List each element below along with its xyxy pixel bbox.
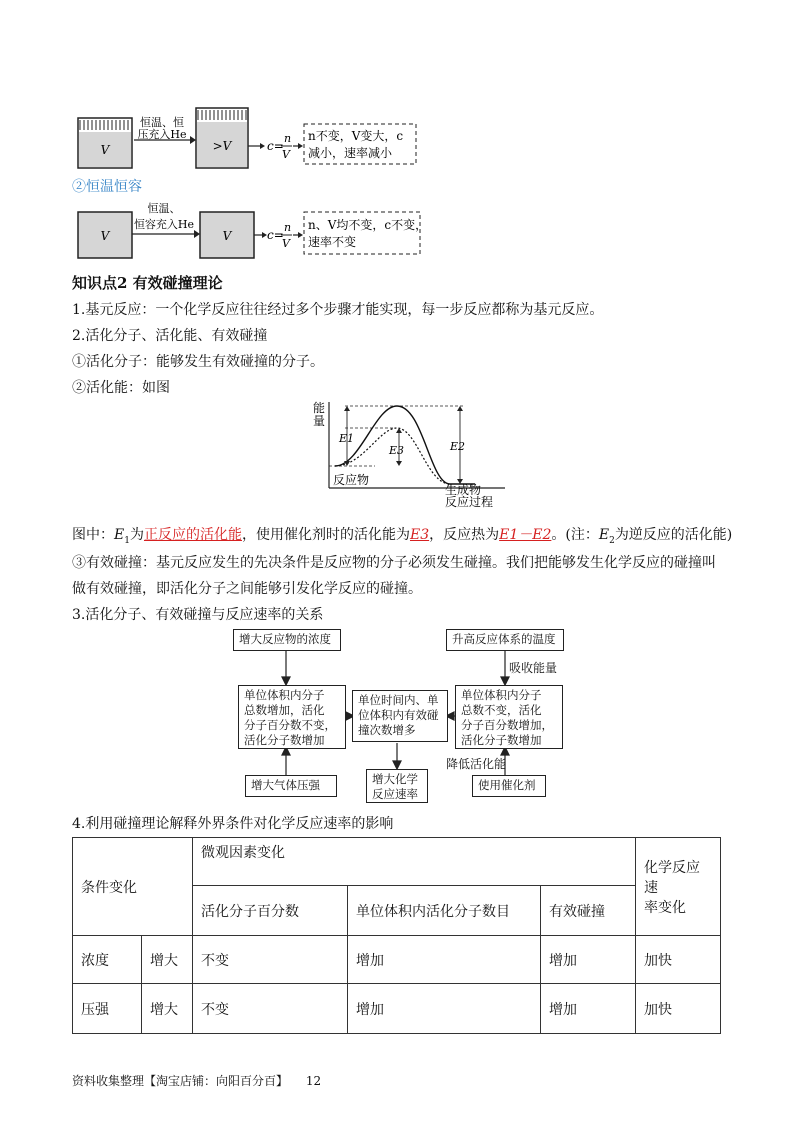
note-e1: E bbox=[114, 527, 125, 543]
header-micro: 微观因素变化 bbox=[193, 838, 636, 886]
left-mid-line-3: 分子百分数不变， bbox=[244, 718, 336, 732]
formula-c: c= bbox=[267, 139, 284, 153]
left-mid-line-2: 总数增加，活化 bbox=[244, 703, 325, 717]
cell-factor: 压强 bbox=[73, 984, 142, 1034]
center-line-3: 撞次数增多 bbox=[358, 723, 416, 737]
header-percent: 活化分子百分数 bbox=[193, 886, 348, 936]
rate-line-1: 增大化学 bbox=[372, 772, 418, 786]
box2-label: >V bbox=[212, 139, 232, 153]
note-text-4: ，反应热为 bbox=[429, 527, 500, 543]
result-2-line2: 速率不变 bbox=[308, 235, 357, 249]
note-e2: E bbox=[598, 527, 610, 543]
center-line-1: 单位时间内、单 bbox=[358, 693, 439, 707]
cell-factor: 浓度 bbox=[73, 936, 142, 984]
arrow-label-2: 压充入He bbox=[137, 128, 187, 141]
collision-theory-table bbox=[72, 837, 721, 1034]
left-mid-line-4: 活化分子数增加 bbox=[244, 733, 325, 747]
note-text-6: 为逆反应的活化能) bbox=[614, 527, 733, 543]
note-text-3: ，使用催化剂时的活化能为 bbox=[241, 527, 410, 543]
figure-note bbox=[72, 525, 732, 551]
box1-label: V bbox=[100, 143, 110, 157]
cell-count: 增加 bbox=[348, 984, 541, 1034]
answer-forward-ea: 正反应的活化能 bbox=[143, 527, 242, 543]
flow-label-lower-ea: 降低活化能 bbox=[446, 757, 507, 771]
flow-box-catalyst: 使用催化剂 bbox=[472, 775, 546, 797]
flow-box-left-mid bbox=[238, 685, 346, 749]
header-count: 单位体积内活化分子数目 bbox=[348, 886, 541, 936]
cell-change: 增大 bbox=[142, 984, 193, 1034]
diagram-const-volume bbox=[72, 198, 432, 262]
y-axis-label-1: 能 bbox=[313, 401, 326, 415]
page-number: 12 bbox=[305, 1074, 322, 1088]
flow-box-concentration: 增大反应物的浓度 bbox=[233, 629, 341, 651]
label-reactants: 反应物 bbox=[333, 473, 370, 487]
answer-catalyst-ea: E3 bbox=[409, 527, 430, 543]
label-e3: E3 bbox=[389, 444, 405, 457]
cell-change: 增大 bbox=[142, 936, 193, 984]
right-mid-line-4: 活化分子数增加 bbox=[461, 733, 542, 747]
box4-label: V bbox=[222, 229, 232, 243]
text-relation-title: 3.活化分子、有效碰撞与反应速率的关系 bbox=[72, 607, 324, 623]
flow-box-rate bbox=[366, 769, 428, 803]
note-text-1: 图中： bbox=[72, 527, 114, 543]
text-table-title: 4.利用碰撞理论解释外界条件对化学反应速率的影响 bbox=[72, 816, 394, 832]
arrow-label-3: 恒温、 bbox=[147, 202, 181, 215]
formula-v-2: V bbox=[282, 237, 290, 250]
arrow-label-1: 恒温、恒 bbox=[140, 116, 184, 129]
knowledge-point-heading bbox=[72, 273, 223, 293]
label-e2: E2 bbox=[450, 440, 466, 453]
flow-label-absorb-energy: 吸收能量 bbox=[509, 661, 558, 675]
header-collision: 有效碰撞 bbox=[541, 886, 636, 936]
right-mid-line-3: 分子百分数增加， bbox=[461, 718, 553, 732]
cell-collision: 增加 bbox=[541, 984, 636, 1034]
flow-box-right-mid bbox=[455, 685, 563, 749]
result-1-line2: 减小，速率减小 bbox=[308, 146, 393, 160]
note-text-5: 。(注： bbox=[551, 527, 599, 543]
note-text-2: 为 bbox=[129, 527, 144, 543]
energy-diagram bbox=[305, 398, 515, 508]
rate-line-2: 反应速率 bbox=[372, 787, 418, 801]
arrow-label-4: 恒容充入He bbox=[133, 218, 195, 231]
right-mid-line-1: 单位体积内分子 bbox=[461, 688, 542, 702]
text-elementary-reaction: 1.基元反应：一个化学反应往往经过多个步骤才能实现，每一步反应都称为基元反应。 bbox=[72, 302, 604, 318]
section-const-volume: ②恒温恒容 bbox=[72, 179, 142, 195]
knowledge-point-tag: 知识点2 bbox=[72, 274, 128, 292]
footer-text: 资料收集整理【淘宝店铺：向阳百分百】 bbox=[72, 1074, 289, 1088]
header-condition: 条件变化 bbox=[73, 838, 193, 936]
text-effective-collision-2: 做有效碰撞，即活化分子之间能够引发化学反应的碰撞。 bbox=[72, 581, 422, 597]
flow-box-temperature: 升高反应体系的温度 bbox=[446, 629, 564, 651]
box3-label: V bbox=[100, 229, 110, 243]
note-e1-sub: 1 bbox=[124, 535, 130, 546]
flow-box-center bbox=[352, 690, 448, 742]
y-axis-label-2: 量 bbox=[313, 414, 326, 428]
diagram-const-pressure bbox=[72, 104, 432, 174]
center-line-2: 位体积内有效碰 bbox=[358, 708, 439, 722]
result-1-line1: n不变，V变大，c bbox=[308, 129, 404, 143]
text-activation-heading: 2.活化分子、活化能、有效碰撞 bbox=[72, 328, 268, 344]
text-effective-collision-1: ③有效碰撞：基元反应发生的先决条件是反应物的分子必须发生碰撞。我们把能够发生化学反应的碰撞叫 bbox=[72, 555, 716, 571]
cell-percent: 不变 bbox=[193, 936, 348, 984]
formula-v: V bbox=[282, 148, 290, 161]
x-axis-label: 反应过程 bbox=[445, 495, 494, 508]
cell-percent: 不变 bbox=[193, 984, 348, 1034]
label-e1: E1 bbox=[339, 432, 355, 445]
header-rate-line-1: 化学反应速 bbox=[644, 859, 700, 896]
label-products: 生成物 bbox=[445, 483, 482, 497]
flow-box-pressure: 增大气体压强 bbox=[245, 775, 337, 797]
right-mid-line-2: 总数不变，活化 bbox=[461, 703, 542, 717]
header-rate bbox=[636, 838, 721, 936]
formula-c-2: c= bbox=[267, 228, 284, 242]
table-row bbox=[73, 984, 721, 1034]
left-mid-line-1: 单位体积内分子 bbox=[244, 688, 325, 702]
cell-rate: 加快 bbox=[636, 936, 721, 984]
table-row bbox=[73, 936, 721, 984]
answer-reaction-heat: E1－E2 bbox=[499, 527, 552, 543]
knowledge-point-title: 有效碰撞理论 bbox=[132, 274, 223, 292]
formula-n: n bbox=[284, 132, 292, 145]
cell-collision: 增加 bbox=[541, 936, 636, 984]
formula-n-2: n bbox=[284, 221, 292, 234]
header-rate-line-2: 率变化 bbox=[644, 899, 686, 916]
cell-count: 增加 bbox=[348, 936, 541, 984]
cell-rate: 加快 bbox=[636, 984, 721, 1034]
page-footer bbox=[72, 1072, 321, 1089]
text-activation-energy: ②活化能：如图 bbox=[72, 380, 170, 396]
result-2-line1: n、V均不变，c不变， bbox=[308, 218, 428, 232]
text-activated-molecule: ①活化分子：能够发生有效碰撞的分子。 bbox=[72, 354, 324, 370]
note-e2-sub: 2 bbox=[609, 535, 615, 546]
